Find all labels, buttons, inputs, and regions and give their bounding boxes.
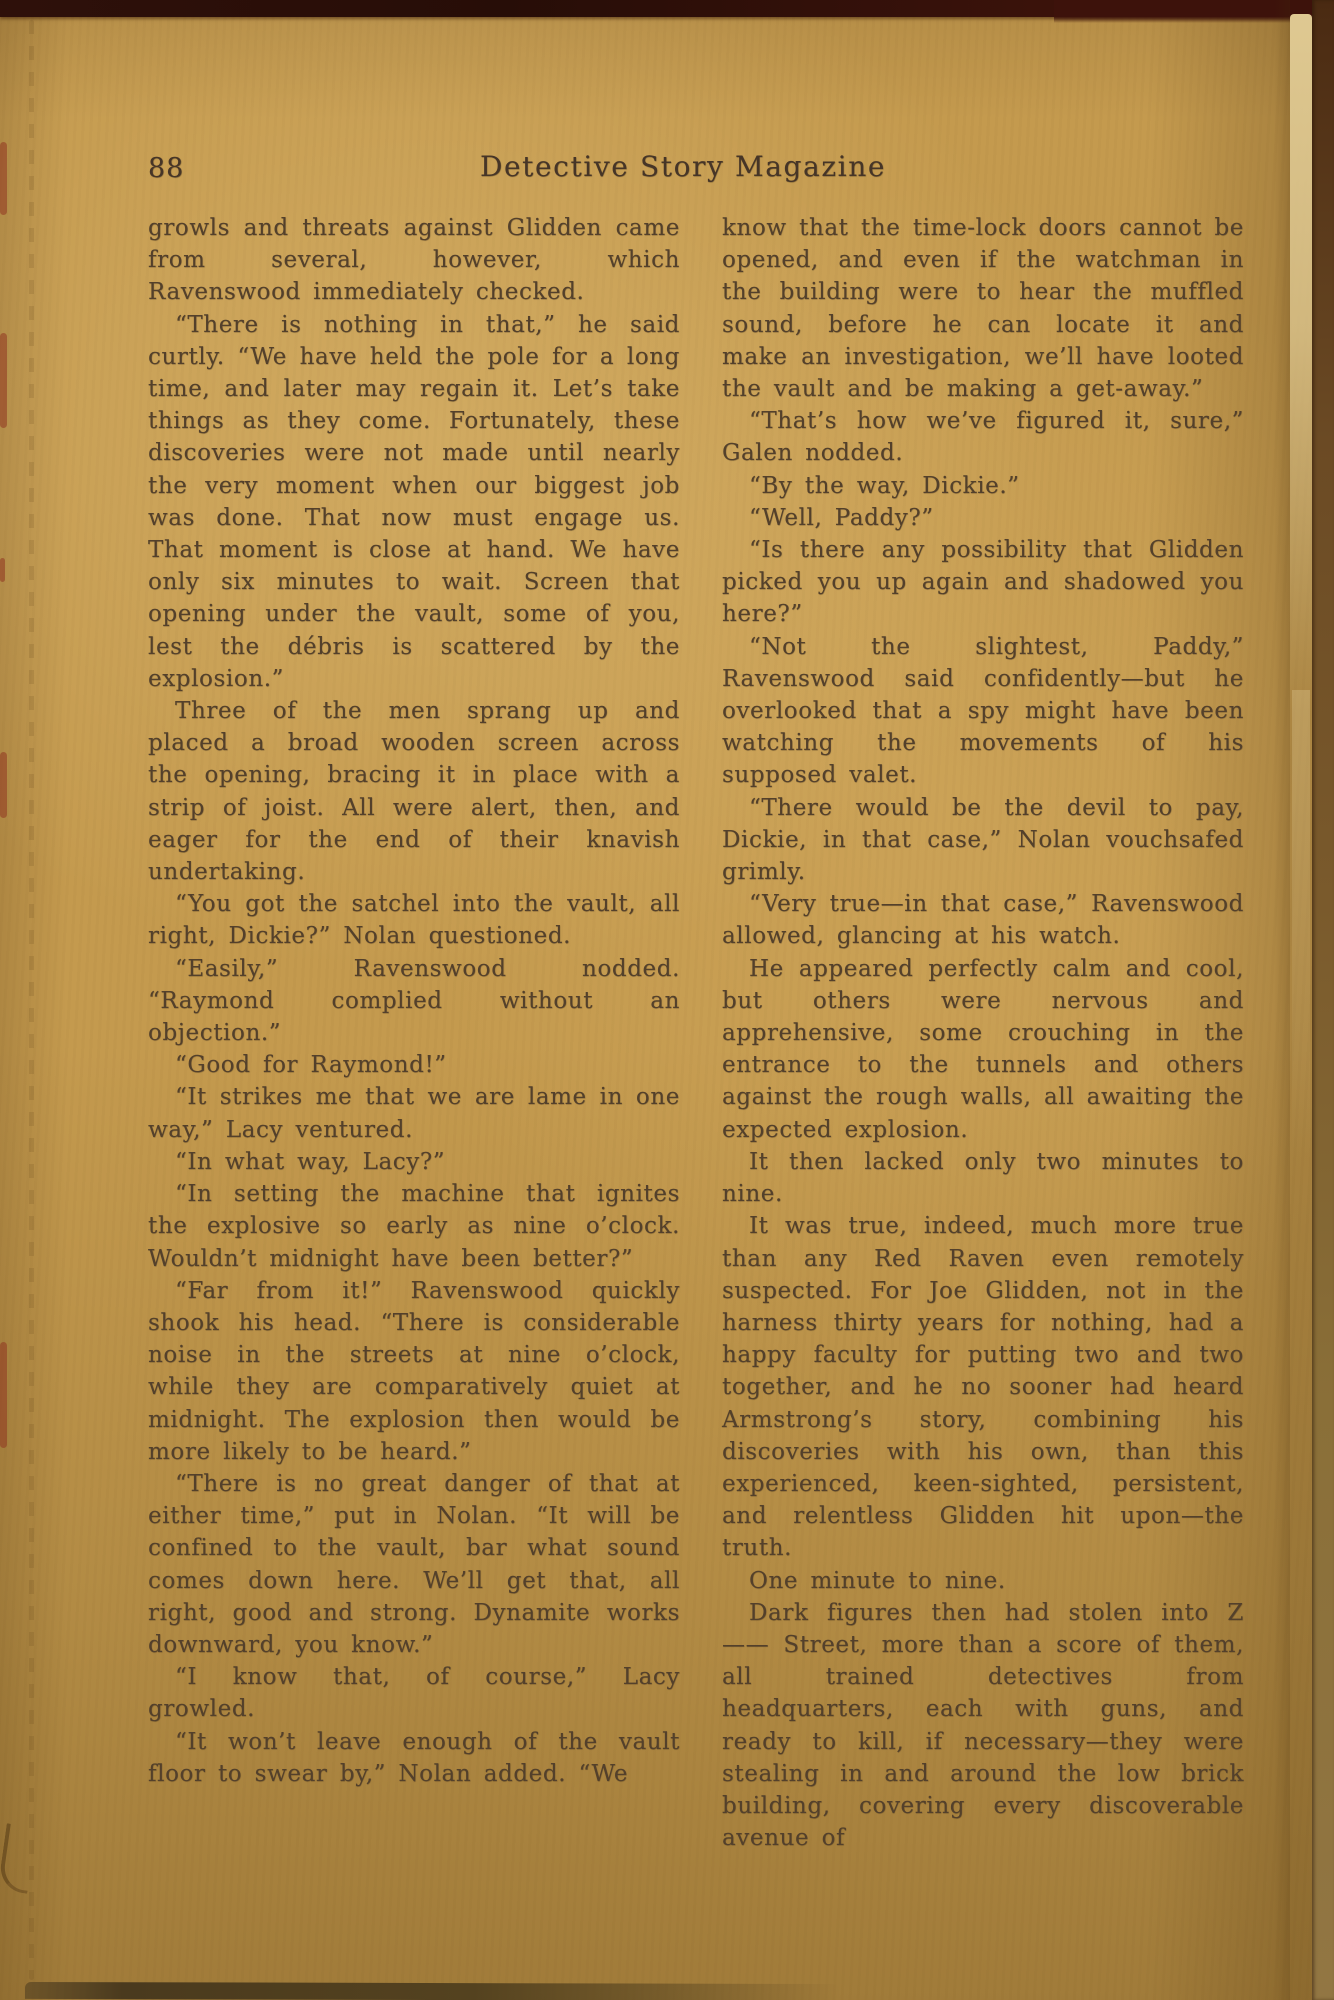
page-edge-highlight-lower [1292, 690, 1310, 1210]
paragraph: It was true, indeed, much more true than any Red Raven even remotely suspected. For Joe Glidden, not in the harness thirty years for nothing, had a happy faculty for putting two and two together, and he no sooner had heard Armstrong’s story, combining his discoveries with his own, than this experienced, keen-sighted, persistent, and relentless Glidden hit upon—the truth. [722, 1213, 1244, 1562]
paragraph: “Well, Paddy?” [749, 504, 934, 531]
running-header [148, 150, 1244, 188]
paragraph: “It won’t leave enough of the vault floor to swear by,” Nolan added. “We [148, 1728, 680, 1787]
paragraph: “Not the slightest, Paddy,” Ravenswood said confidently—but he overlooked that a spy might have been watching the movements of his supposed valet. [722, 633, 1244, 789]
paragraph: “Easily,” Ravenswood nodded. “Raymond complied without an objection.” [148, 955, 680, 1047]
paragraph: Dark figures then had stolen into Z—— Street, more than a score of them, all trained detectives from headquarters, each with guns, and ready to kill, if necessary—they were stealing in and around the low brick building, covering every discoverable avenue of [722, 1599, 1244, 1852]
paragraph: “Good for Raymond!” [175, 1052, 447, 1079]
page-edge-crease [1274, 0, 1290, 2000]
page-bottom-edge [25, 1982, 840, 2000]
right-column [722, 212, 1244, 1854]
paragraph: Three of the men sprang up and placed a broad wooden screen across the opening, bracing it in place with a strip of joist. All were alert, then, and eager for the end of their knavish undertaking. [148, 698, 680, 886]
binding-stitch-mark [0, 142, 7, 215]
page-number: 88 [148, 153, 185, 184]
magazine-title: Detective Story Magazine [479, 150, 887, 183]
paragraph: know that the time-lock doors cannot be opened, and even if the watchman in the building were to hear the muffled sound, before he can locate it and make an investigation, we’ll have looted the vault and be making a get-away.” [722, 215, 1244, 403]
page-right-edge [1312, 0, 1334, 2000]
paragraph: “There would be the devil to pay, Dickie, in that case,” Nolan vouchsafed grimly. [722, 794, 1244, 886]
binding-stitch-mark [0, 558, 5, 582]
paragraph: “In what way, Lacy?” [175, 1148, 446, 1175]
paragraph: He appeared perfectly calm and cool, but others were nervous and apprehensive, some crouching in the entrance to the tunnels and others against the rough walls, all awaiting the expected explosion. [722, 955, 1244, 1143]
binding-stitch-mark [0, 333, 7, 428]
binding-stitch-mark [0, 752, 7, 818]
paragraph: “You got the satchel into the vault, all right, Dickie?” Nolan questioned. [148, 891, 680, 950]
paragraph: “Far from it!” Ravenswood quickly shook his head. “There is considerable noise in the streets at nine o’clock, while they are comparatively quiet at midnight. The explosion then would be more likely to be heard.” [148, 1277, 680, 1465]
paragraph: “Very true—in that case,” Ravenswood allowed, glancing at his watch. [722, 891, 1244, 950]
binding-seam [29, 20, 34, 1980]
left-column [148, 212, 680, 1854]
paragraph: “In setting the machine that ignites the explosive so early as nine o’clock. Wouldn’t midnight have been better?” [148, 1181, 680, 1272]
paragraph: “There is no great danger of that at either time,” put in Nolan. “It will be confined to the vault, bar what sound comes down here. We’ll get that, all right, good and strong. Dynamite works downward, you know.” [148, 1470, 680, 1658]
paragraph: growls and threats against Glidden came from several, however, which Ravenswood immediately checked. [148, 215, 680, 306]
paragraph: One minute to nine. [749, 1567, 1006, 1594]
paragraph: “I know that, of course,” Lacy growled. [148, 1664, 680, 1723]
paragraph: “It strikes me that we are lame in one way,” Lacy ventured. [148, 1084, 680, 1143]
paragraph: “There is nothing in that,” he said curtly. “We have held the pole for a long time, and later may regain it. Let’s take things as they come. Fortunately, these discoveries were not made until nearly the very moment when our biggest job was done. That now must engage us. That moment is close at hand. We have only six minutes to wait. Screen that opening under the vault, some of you, lest the débris is scattered by the explosion.” [148, 311, 680, 692]
paragraph: It then lacked only two minutes to nine. [722, 1148, 1244, 1208]
binding-stitch-mark [0, 1342, 7, 1448]
paragraph: “That’s how we’ve figured it, sure,” Galen nodded. [722, 408, 1244, 467]
paragraph: “By the way, Dickie.” [749, 472, 1020, 499]
text-columns [148, 212, 1244, 1854]
page-edge-highlight [1290, 14, 1312, 714]
paragraph: “Is there any possibility that Glidden picked you up again and shadowed you here?” [722, 537, 1244, 628]
